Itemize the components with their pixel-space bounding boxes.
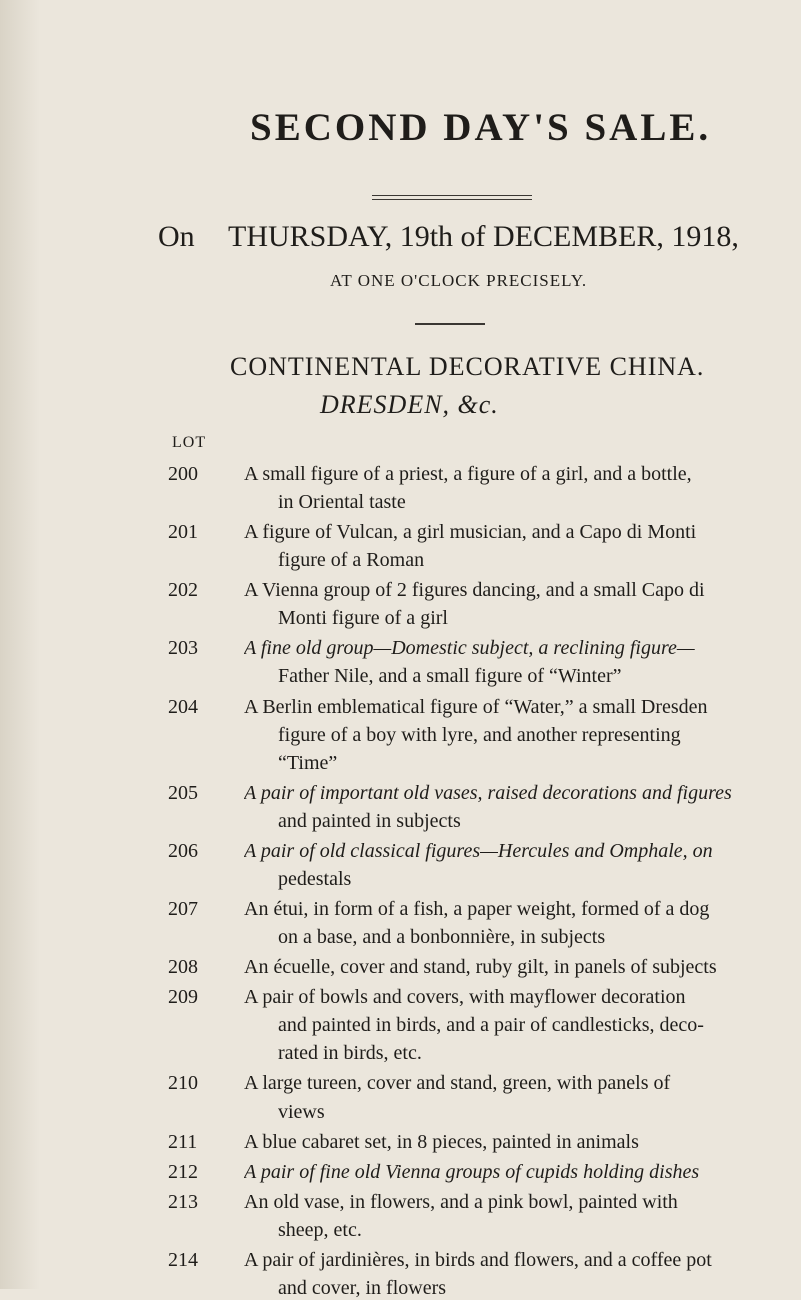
lot-description: A blue cabaret set, in 8 pieces, painted in animals: [244, 1130, 639, 1153]
date-prefix: On: [158, 220, 195, 253]
lot-number: 210: [168, 1072, 198, 1095]
lot-number: 202: [168, 579, 198, 602]
lot-description: figure of a Roman: [278, 549, 425, 572]
lot-number: 209: [168, 986, 198, 1009]
lot-description: A pair of fine old Vienna groups of cupids holding dishes: [244, 1160, 700, 1183]
lot-number: 200: [168, 463, 198, 485]
lot-column-header: LOT: [172, 434, 207, 451]
lot-description: A fine old group—Domestic subject, a reclining figure—: [244, 637, 695, 660]
lot-description: “Time”: [278, 751, 338, 774]
sale-time: AT ONE O'CLOCK PRECISELY.: [330, 271, 588, 290]
lot-number: 208: [168, 956, 198, 979]
lot-description: Father Nile, and a small figure of “Winter”: [278, 665, 622, 688]
page-title: SECOND DAY'S SALE.: [250, 106, 712, 149]
lot-description: A figure of Vulcan, a girl musician, and a Capo di Monti: [244, 521, 697, 544]
lot-description: A pair of jardinières, in birds and flowers, and a coffee pot: [244, 1248, 712, 1271]
lot-description: A Berlin emblematical figure of “Water,” a small Dresden: [244, 695, 708, 718]
lot-description: and cover, in flowers: [278, 1276, 447, 1299]
lot-number: 204: [168, 695, 198, 718]
lot-description: A Vienna group of 2 figures dancing, and a small Capo di: [244, 579, 705, 602]
lot-number: 205: [168, 781, 198, 804]
sale-date: THURSDAY, 19th of DECEMBER, 1918,: [228, 220, 739, 253]
lot-description: on a base, and a bonbonnière, in subjects: [278, 926, 606, 949]
section-subtitle: DRESDEN, &c.: [320, 390, 499, 419]
lot-number: 207: [168, 898, 198, 921]
lot-description: and painted in subjects: [278, 809, 461, 832]
lot-number: 213: [168, 1190, 198, 1213]
lot-description: figure of a boy with lyre, and another representing: [278, 723, 681, 746]
lot-description: pedestals: [278, 867, 352, 890]
lot-description: A large tureen, cover and stand, green, with panels of: [244, 1072, 671, 1095]
lot-description: An écuelle, cover and stand, ruby gilt, in panels of subjects: [244, 956, 717, 979]
lot-description: A pair of bowls and covers, with mayflower decoration: [244, 986, 686, 1009]
lot-number: 206: [168, 839, 198, 862]
lot-number: 212: [168, 1160, 198, 1183]
lot-number: 201: [168, 521, 198, 544]
lot-description: An étui, in form of a fish, a paper weight, formed of a dog: [244, 898, 710, 921]
lot-description: A pair of old classical figures—Hercules and Omphale, on: [244, 839, 713, 862]
lot-description: Monti figure of a girl: [278, 607, 448, 630]
lot-description: sheep, etc.: [278, 1218, 362, 1241]
lot-description: and painted in birds, and a pair of candlesticks, deco-: [278, 1014, 704, 1037]
lot-description: rated in birds, etc.: [278, 1042, 422, 1065]
lot-description: A pair of important old vases, raised decorations and figures: [244, 781, 732, 804]
lot-number: 214: [168, 1248, 198, 1271]
lot-description: in Oriental taste: [278, 491, 406, 514]
lot-number: 203: [168, 637, 198, 660]
lot-description: A small figure of a priest, a figure of a girl, and a bottle,: [244, 463, 692, 485]
lot-description: An old vase, in flowers, and a pink bowl, painted with: [244, 1190, 678, 1213]
section-title: CONTINENTAL DECORATIVE CHINA.: [230, 352, 705, 381]
lot-description: views: [278, 1100, 325, 1123]
lot-number: 211: [168, 1130, 198, 1153]
